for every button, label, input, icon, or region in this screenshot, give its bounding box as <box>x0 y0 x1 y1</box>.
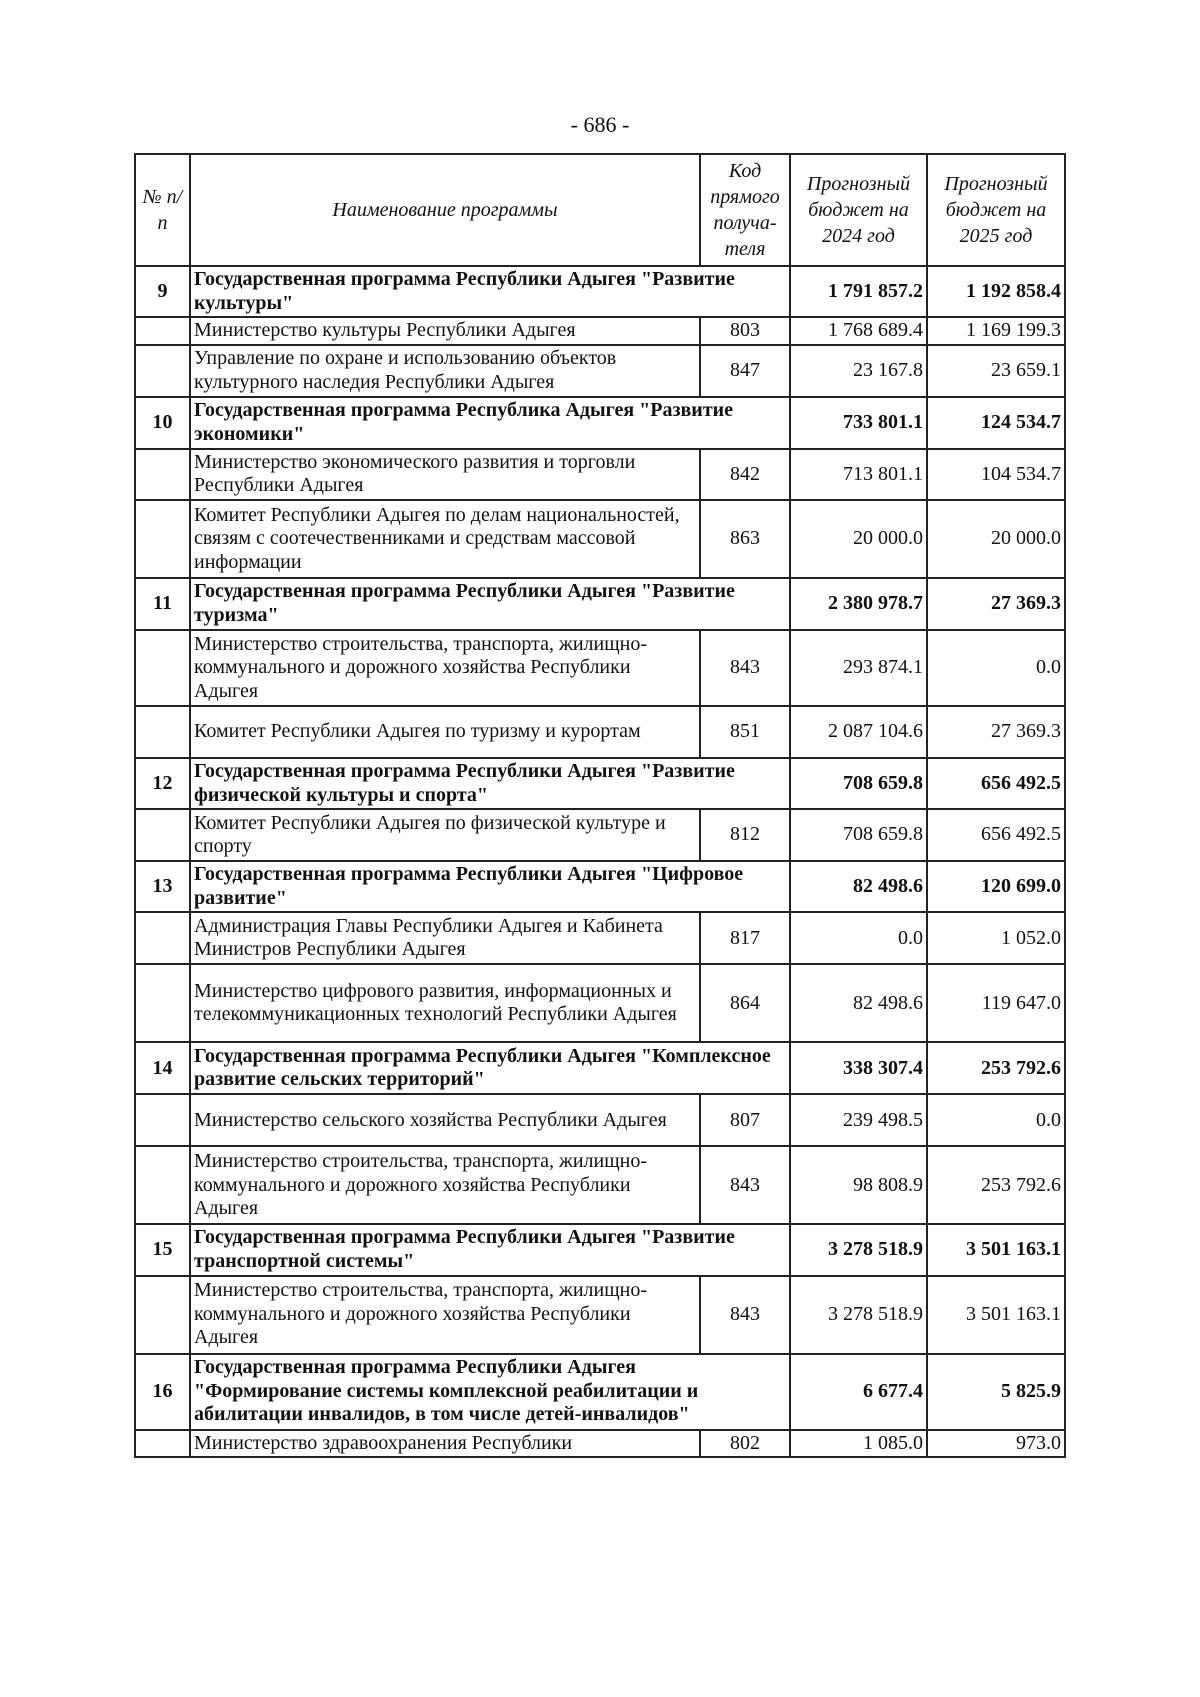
budget-2024: 23 167.8 <box>790 345 927 397</box>
program-name: Государственная программа Республика Адыгея "Развитие экономики" <box>190 397 790 449</box>
budget-2025: 104 534.7 <box>927 449 1065 500</box>
recipient-code: 803 <box>700 317 790 345</box>
budget-2024: 1 085.0 <box>790 1430 927 1458</box>
table-body <box>135 266 1065 1457</box>
budget-2025: 0.0 <box>927 1094 1065 1146</box>
budget-2025: 124 534.7 <box>927 397 1065 449</box>
budget-2025: 1 052.0 <box>927 912 1065 964</box>
recipient-name: Комитет Республики Адыгея по физической культуре и спорту <box>190 809 700 861</box>
program-row <box>135 397 1065 449</box>
header-code: Код прямого получа-теля <box>700 154 790 266</box>
budget-2025: 0.0 <box>927 630 1065 706</box>
row-number <box>135 449 190 500</box>
recipient-name: Управление по охране и использованию объектов культурного наследия Республики Адыгея <box>190 345 700 397</box>
row-number <box>135 706 190 758</box>
budget-2025: 253 792.6 <box>927 1042 1065 1094</box>
recipient-name: Министерство сельского хозяйства Республики Адыгея <box>190 1094 700 1146</box>
recipient-code: 843 <box>700 630 790 706</box>
budget-2025: 3 501 163.1 <box>927 1224 1065 1275</box>
program-row <box>135 758 1065 809</box>
row-number <box>135 912 190 964</box>
row-number: 15 <box>135 1224 190 1275</box>
recipient-row <box>135 1094 1065 1146</box>
recipient-row <box>135 809 1065 861</box>
budget-2024: 338 307.4 <box>790 1042 927 1094</box>
budget-2024: 733 801.1 <box>790 397 927 449</box>
budget-2025: 973.0 <box>927 1430 1065 1458</box>
header-name: Наименование программы <box>190 154 700 266</box>
header-2025: Прогнозный бюджет на 2025 год <box>927 154 1065 266</box>
budget-2025: 5 825.9 <box>927 1354 1065 1430</box>
recipient-row <box>135 630 1065 706</box>
header-num: № п/п <box>135 154 190 266</box>
program-name: Государственная программа Республики Адыгея "Цифровое развитие" <box>190 861 790 912</box>
program-name: Государственная программа Республики Адыгея "Формирование системы комплексной реабилитации и абилитации инвалидов, в том числе детей-инвалидов" <box>190 1354 790 1430</box>
budget-2024: 1 791 857.2 <box>790 266 927 317</box>
program-row <box>135 1224 1065 1275</box>
budget-2024: 20 000.0 <box>790 500 927 578</box>
program-row <box>135 1042 1065 1094</box>
row-number <box>135 1276 190 1354</box>
recipient-code: 812 <box>700 809 790 861</box>
budget-2024: 82 498.6 <box>790 861 927 912</box>
recipient-code: 843 <box>700 1276 790 1354</box>
recipient-row <box>135 500 1065 578</box>
row-number <box>135 317 190 345</box>
budget-2024: 3 278 518.9 <box>790 1276 927 1354</box>
recipient-row <box>135 912 1065 964</box>
recipient-code: 817 <box>700 912 790 964</box>
program-row <box>135 578 1065 630</box>
budget-2024: 1 768 689.4 <box>790 317 927 345</box>
recipient-row <box>135 964 1065 1042</box>
budget-2025: 120 699.0 <box>927 861 1065 912</box>
budget-2024: 3 278 518.9 <box>790 1224 927 1275</box>
header-2024: Прогнозный бюджет на 2024 год <box>790 154 927 266</box>
row-number <box>135 345 190 397</box>
recipient-code: 864 <box>700 964 790 1042</box>
recipient-name: Комитет Республики Адыгея по туризму и курортам <box>190 706 700 758</box>
program-name: Государственная программа Республики Адыгея "Развитие физической культуры и спорта" <box>190 758 790 809</box>
row-number <box>135 630 190 706</box>
budget-2024: 708 659.8 <box>790 758 927 809</box>
row-number <box>135 809 190 861</box>
recipient-name: Министерство цифрового развития, информационных и телекоммуникационных технологий Республики Адыгея <box>190 964 700 1042</box>
recipient-row <box>135 449 1065 500</box>
budget-2024: 239 498.5 <box>790 1094 927 1146</box>
budget-2025: 27 369.3 <box>927 706 1065 758</box>
budget-table <box>134 153 1066 1458</box>
row-number: 13 <box>135 861 190 912</box>
recipient-code: 807 <box>700 1094 790 1146</box>
budget-2025: 119 647.0 <box>927 964 1065 1042</box>
budget-2025: 27 369.3 <box>927 578 1065 630</box>
program-name: Государственная программа Республики Адыгея "Комплексное развитие сельских территорий" <box>190 1042 790 1094</box>
budget-2025: 656 492.5 <box>927 758 1065 809</box>
row-number <box>135 1146 190 1224</box>
recipient-code: 802 <box>700 1430 790 1458</box>
row-number: 16 <box>135 1354 190 1430</box>
budget-2024: 2 087 104.6 <box>790 706 927 758</box>
recipient-name: Министерство строительства, транспорта, жилищно-коммунального и дорожного хозяйства Республики Адыгея <box>190 1276 700 1354</box>
recipient-code: 851 <box>700 706 790 758</box>
recipient-code: 843 <box>700 1146 790 1224</box>
program-name: Государственная программа Республики Адыгея "Развитие культуры" <box>190 266 790 317</box>
recipient-name: Министерство строительства, транспорта, жилищно-коммунального и дорожного хозяйства Республики Адыгея <box>190 630 700 706</box>
recipient-row <box>135 1430 1065 1458</box>
table-header-row <box>135 154 1065 266</box>
program-row <box>135 1354 1065 1430</box>
row-number <box>135 1094 190 1146</box>
budget-2025: 1 169 199.3 <box>927 317 1065 345</box>
recipient-row <box>135 1276 1065 1354</box>
program-name: Государственная программа Республики Адыгея "Развитие туризма" <box>190 578 790 630</box>
budget-2024: 713 801.1 <box>790 449 927 500</box>
budget-2024: 2 380 978.7 <box>790 578 927 630</box>
budget-2025: 253 792.6 <box>927 1146 1065 1224</box>
row-number: 11 <box>135 578 190 630</box>
recipient-name: Министерство строительства, транспорта, жилищно-коммунального и дорожного хозяйства Республики Адыгея <box>190 1146 700 1224</box>
recipient-name: Администрация Главы Республики Адыгея и Кабинета Министров Республики Адыгея <box>190 912 700 964</box>
recipient-code: 847 <box>700 345 790 397</box>
row-number: 12 <box>135 758 190 809</box>
row-number: 9 <box>135 266 190 317</box>
budget-2024: 98 808.9 <box>790 1146 927 1224</box>
recipient-row <box>135 706 1065 758</box>
recipient-code: 863 <box>700 500 790 578</box>
row-number: 10 <box>135 397 190 449</box>
budget-2024: 708 659.8 <box>790 809 927 861</box>
recipient-name: Министерство культуры Республики Адыгея <box>190 317 700 345</box>
recipient-row <box>135 1146 1065 1224</box>
recipient-row <box>135 317 1065 345</box>
budget-2025: 3 501 163.1 <box>927 1276 1065 1354</box>
recipient-name: Министерство экономического развития и торговли Республики Адыгея <box>190 449 700 500</box>
budget-2024: 6 677.4 <box>790 1354 927 1430</box>
recipient-row <box>135 345 1065 397</box>
row-number <box>135 964 190 1042</box>
budget-2025: 23 659.1 <box>927 345 1065 397</box>
budget-2024: 0.0 <box>790 912 927 964</box>
row-number: 14 <box>135 1042 190 1094</box>
budget-2025: 1 192 858.4 <box>927 266 1065 317</box>
recipient-name: Комитет Республики Адыгея по делам национальностей, связям с соотечественниками и средствам массовой информации <box>190 500 700 578</box>
program-row <box>135 861 1065 912</box>
row-number <box>135 500 190 578</box>
budget-2024: 293 874.1 <box>790 630 927 706</box>
page-number: - 686 - <box>570 112 630 137</box>
budget-2025: 20 000.0 <box>927 500 1065 578</box>
recipient-code: 842 <box>700 449 790 500</box>
budget-2025: 656 492.5 <box>927 809 1065 861</box>
program-name: Государственная программа Республики Адыгея "Развитие транспортной системы" <box>190 1224 790 1275</box>
program-row <box>135 266 1065 317</box>
row-number <box>135 1430 190 1458</box>
budget-2024: 82 498.6 <box>790 964 927 1042</box>
recipient-name: Министерство здравоохранения Республики <box>190 1430 700 1458</box>
